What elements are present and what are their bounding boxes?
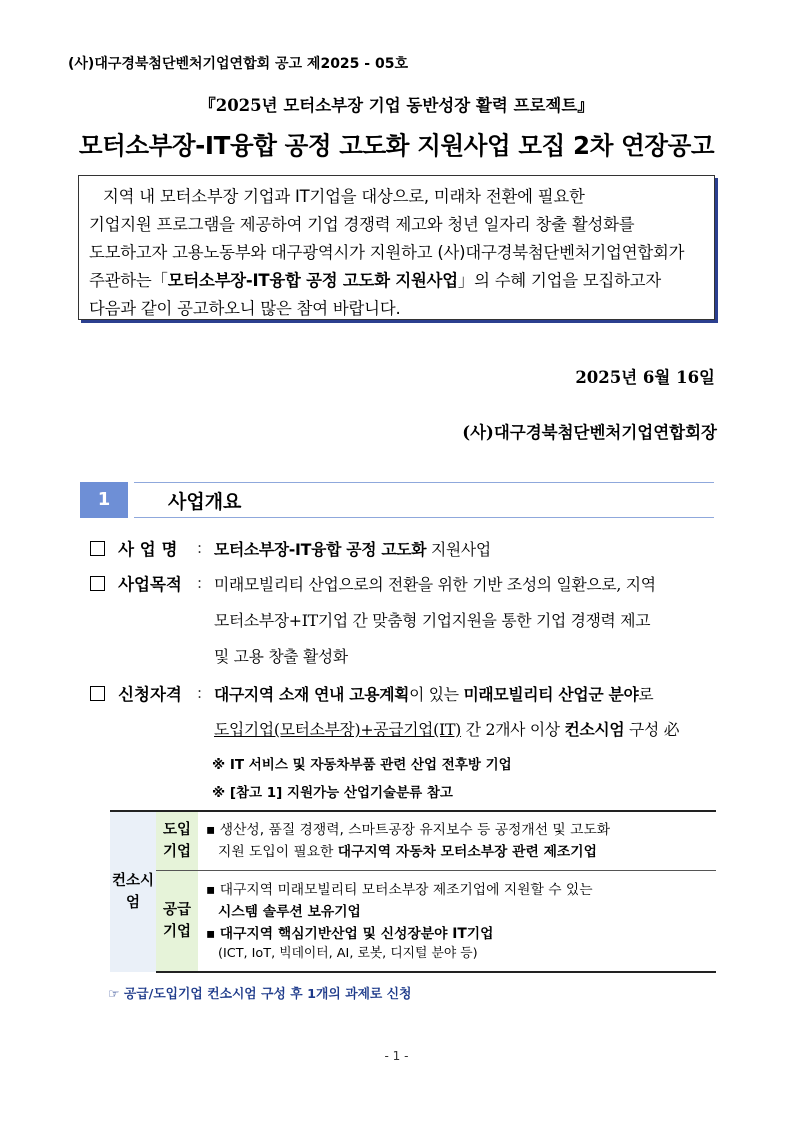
project-name-value (214, 537, 491, 560)
consortium-group-label: 컨소시엄 (110, 811, 156, 972)
type-cell: 도입기업 (156, 811, 198, 871)
item-label: 사업목적 (118, 575, 182, 594)
checkbox-square-icon (90, 576, 105, 591)
project-subtitle: 『2025년 모터소부장 기업 동반성장 활력 프로젝트』 (199, 96, 594, 115)
purpose-line-3: 및 고용 창출 활성화 (214, 647, 348, 666)
desc-line: 시스템 솔루션 보유기업 (218, 904, 361, 920)
eligibility-text-3: 간 2개사 이상 (461, 720, 565, 739)
eligibility-bold-2: 미래모빌리티 산업군 분야 (463, 685, 639, 704)
note-industry: ※ IT 서비스 및 자동차부품 관련 산업 전후방 기업 (212, 757, 512, 773)
item-label: 신청자격 (118, 685, 182, 704)
announcement-date: 2025년 6월 16일 (575, 368, 715, 387)
section-title: 사업개요 (168, 491, 242, 513)
page-title: 모터소부장-IT융합 공정 고도화 지원사업 모집 2차 연장공고 (78, 131, 715, 160)
purpose-line-2: 모터소부장+IT기업 간 맞춤형 기업지원을 통한 기업 경쟁력 제고 (214, 611, 651, 630)
consortium-table (110, 810, 716, 973)
table-row (110, 871, 716, 973)
colon: : (197, 574, 203, 592)
checkbox-square-icon (90, 541, 105, 556)
item-purpose (90, 571, 182, 595)
intro-box (78, 175, 715, 320)
eligibility-line-2 (214, 717, 679, 740)
purpose-line-1: 미래모빌리티 산업으로의 전환을 위한 기반 조성의 일환으로, 지역 (214, 575, 656, 594)
intro-line-3: 도모하고자 고용노동부와 대구광역시가 지원하고 (사)대구경북첨단벤처기업연합회가 (89, 243, 685, 262)
section-number: 1 (80, 482, 128, 518)
notice-number: (사)대구경북첨단벤처기업연합회 공고 제2025 - 05호 (68, 56, 408, 72)
note-reference: ※ [참고 1] 지원가능 산업기술분류 참고 (212, 785, 453, 801)
table-footnote: ☞ 공급/도입기업 컨소시엄 구성 후 1개의 과제로 신청 (108, 987, 412, 1002)
organization-signature: (사)대구경북첨단벤처기업연합회장 (462, 423, 717, 442)
description-cell (198, 811, 716, 871)
description-cell (198, 871, 716, 973)
eligibility-text-2: 로 (638, 685, 654, 704)
desc-line: ▪ 생산성, 품질 경쟁력, 스마트공장 유지보수 등 공정개선 및 고도화 (206, 822, 611, 838)
eligibility-text-1: 이 있는 (409, 685, 464, 704)
desc-line: 지원 도입이 필요한 대구지역 자동차 모터소부장 관련 제조기업 (218, 844, 597, 860)
colon: : (197, 684, 203, 702)
program-name: 모터소부장-IT융합 공정 고도화 지원사업 (167, 271, 458, 290)
eligibility-bold-1: 대구지역 소재 연내 고용계획 (214, 685, 410, 704)
intro-line-4-pre: 주관하는「 (89, 271, 168, 290)
desc-line: ▪ 대구지역 미래모빌리티 모터소부장 제조기업에 지원할 수 있는 (206, 882, 593, 898)
eligibility-line-1 (214, 682, 653, 705)
page-number: - 1 - (384, 1049, 409, 1063)
intro-line-4-post: 」의 수혜 기업을 모집하고자 (457, 271, 662, 290)
eligibility-bold-3: 컨소시엄 (564, 720, 625, 739)
checkbox-square-icon (90, 686, 105, 701)
project-name-rest: 지원사업 (426, 540, 491, 559)
eligibility-underlined: 도입기업(모터소부장)+공급기업(IT) (214, 720, 462, 739)
intro-line-5: 다음과 같이 공고하오니 많은 참여 바랍니다. (89, 299, 401, 318)
item-project-name (90, 536, 177, 560)
eligibility-text-4: 구성 必 (624, 720, 680, 739)
desc-line: (ICT, IoT, 빅데이터, AI, 로봇, 디지털 분야 등) (218, 946, 478, 961)
intro-line-4 (89, 267, 661, 291)
project-name-bold: 모터소부장-IT융합 공정 고도화 (214, 540, 427, 559)
intro-line-1: 지역 내 모터소부장 기업과 IT기업을 대상으로, 미래차 전환에 필요한 (103, 187, 585, 206)
item-label: 사 업 명 (118, 540, 178, 559)
colon: : (197, 539, 203, 557)
table-row (110, 811, 716, 871)
item-eligibility (90, 681, 182, 705)
intro-line-2: 기업지원 프로그램을 제공하여 기업 경쟁력 제고와 청년 일자리 창출 활성화를 (89, 215, 635, 234)
desc-line: ▪ 대구지역 핵심기반산업 및 신성장분야 IT기업 (206, 926, 494, 942)
type-cell: 공급기업 (156, 871, 198, 973)
